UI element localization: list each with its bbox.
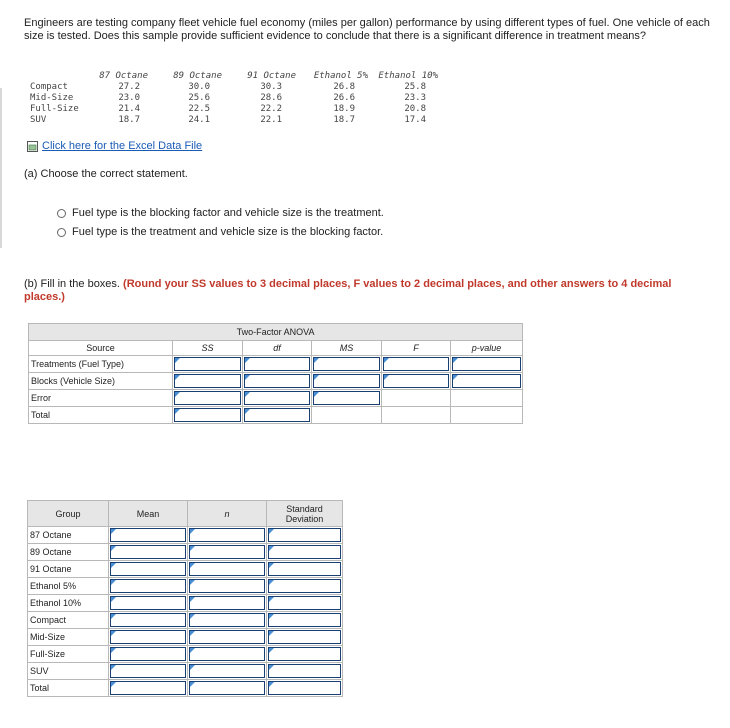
answer-input[interactable] xyxy=(243,407,312,424)
table-row xyxy=(29,407,523,424)
answer-input[interactable] xyxy=(109,629,188,646)
answer-input[interactable] xyxy=(173,356,243,373)
answer-input[interactable] xyxy=(109,646,188,663)
answer-input[interactable] xyxy=(267,527,343,544)
anova-header-pvalue: p-value xyxy=(451,341,523,356)
table-row xyxy=(28,612,343,629)
row-label: Total xyxy=(28,680,109,697)
answer-input[interactable] xyxy=(243,390,312,407)
anova-table xyxy=(28,323,523,424)
answer-input[interactable] xyxy=(267,629,343,646)
anova-header-ss: SS xyxy=(173,341,243,356)
answer-input[interactable] xyxy=(451,373,523,390)
answer-input[interactable] xyxy=(173,407,243,424)
radio-button[interactable] xyxy=(57,209,66,218)
row-label: Error xyxy=(29,390,173,407)
row-label: Ethanol 5% xyxy=(28,578,109,595)
anova-header-ms: MS xyxy=(312,341,382,356)
table-row xyxy=(28,646,343,663)
table-row xyxy=(28,561,343,578)
anova-title: Two-Factor ANOVA xyxy=(29,324,523,341)
answer-input[interactable] xyxy=(382,373,451,390)
part-b-instructions: (b) Fill in the boxes. (Round your SS values to 3 decimal places, F values to 2 decimal places, and other answers to 4 decimal places.) xyxy=(24,278,672,303)
answer-input[interactable] xyxy=(382,356,451,373)
answer-input[interactable] xyxy=(267,680,343,697)
answer-input[interactable] xyxy=(312,373,382,390)
table-row xyxy=(28,663,343,680)
data-row: Full-Size 21.4 22.5 22.2 18.9 20.8 xyxy=(30,103,426,114)
table-row xyxy=(28,578,343,595)
table-row xyxy=(29,356,523,373)
table-row xyxy=(28,544,343,561)
answer-input[interactable] xyxy=(109,595,188,612)
answer-input[interactable] xyxy=(243,373,312,390)
answer-input[interactable] xyxy=(312,356,382,373)
answer-input[interactable] xyxy=(188,629,267,646)
row-label: SUV xyxy=(28,663,109,680)
option-a2[interactable]: Fuel type is the treatment and vehicle size is the blocking factor. xyxy=(57,226,383,238)
part-a-label: (a) Choose the correct statement. xyxy=(24,168,188,180)
answer-input[interactable] xyxy=(243,356,312,373)
answer-input[interactable] xyxy=(267,544,343,561)
excel-link-text[interactable]: Click here for the Excel Data File xyxy=(42,140,203,152)
anova-header-source: Source xyxy=(29,341,173,356)
radio-button[interactable] xyxy=(57,228,66,237)
answer-input[interactable] xyxy=(188,663,267,680)
group-header: Group xyxy=(28,501,109,527)
answer-input[interactable] xyxy=(188,578,267,595)
answer-input[interactable] xyxy=(188,612,267,629)
n-header: n xyxy=(188,501,267,527)
answer-input[interactable] xyxy=(188,527,267,544)
answer-input[interactable] xyxy=(173,373,243,390)
answer-input[interactable] xyxy=(267,612,343,629)
answer-input[interactable] xyxy=(109,544,188,561)
answer-input[interactable] xyxy=(267,663,343,680)
answer-input[interactable] xyxy=(188,680,267,697)
table-row xyxy=(28,629,343,646)
answer-input[interactable] xyxy=(109,578,188,595)
left-edge-bar xyxy=(0,88,2,248)
table-row xyxy=(28,527,343,544)
col-header: Ethanol 5% xyxy=(313,70,368,81)
answer-input[interactable] xyxy=(109,527,188,544)
question-text: Engineers are testing company fleet vehicle fuel economy (miles per gallon) performance by using different types of fuel. One vehicle of each size is tested. Does this sample provide sufficient evidence to conclude that there is a significant difference in treatment means? xyxy=(24,17,710,42)
answer-input[interactable] xyxy=(173,390,243,407)
row-label: 89 Octane xyxy=(28,544,109,561)
table-row xyxy=(28,595,343,612)
table-row xyxy=(29,373,523,390)
row-label: 91 Octane xyxy=(28,561,109,578)
data-row: Compact 27.2 30.0 30.3 26.8 25.8 xyxy=(30,81,426,92)
answer-input[interactable] xyxy=(188,544,267,561)
stdev-header: Standard Deviation xyxy=(267,501,343,527)
answer-input[interactable] xyxy=(267,595,343,612)
table-row xyxy=(29,390,523,407)
row-label: Ethanol 10% xyxy=(28,595,109,612)
anova-header-df: df xyxy=(243,341,312,356)
answer-input[interactable] xyxy=(267,578,343,595)
answer-input[interactable] xyxy=(188,646,267,663)
answer-input[interactable] xyxy=(188,561,267,578)
data-row: SUV 18.7 24.1 22.1 18.7 17.4 xyxy=(30,114,426,125)
excel-link[interactable] xyxy=(27,140,202,152)
row-label: Total xyxy=(29,407,173,424)
answer-input[interactable] xyxy=(109,561,188,578)
answer-input[interactable] xyxy=(267,646,343,663)
col-header: Ethanol 10% xyxy=(378,70,438,81)
answer-input[interactable] xyxy=(267,561,343,578)
data-table xyxy=(30,70,438,125)
answer-input[interactable] xyxy=(109,663,188,680)
row-label: Full-Size xyxy=(28,646,109,663)
col-header: 87 Octane xyxy=(99,70,148,81)
answer-input[interactable] xyxy=(312,390,382,407)
data-row: Mid-Size 23.0 25.6 28.6 26.6 23.3 xyxy=(30,92,426,103)
col-header: 89 Octane xyxy=(173,70,222,81)
row-label: Treatments (Fuel Type) xyxy=(29,356,173,373)
row-label: Mid-Size xyxy=(28,629,109,646)
answer-input[interactable] xyxy=(451,356,523,373)
answer-input[interactable] xyxy=(109,612,188,629)
option-a1[interactable]: Fuel type is the blocking factor and vehicle size is the treatment. xyxy=(57,207,384,219)
mean-header: Mean xyxy=(109,501,188,527)
answer-input[interactable] xyxy=(188,595,267,612)
row-label: Blocks (Vehicle Size) xyxy=(29,373,173,390)
excel-file-icon xyxy=(27,141,38,152)
row-label: Compact xyxy=(28,612,109,629)
table-row xyxy=(28,680,343,697)
col-header: 91 Octane xyxy=(247,70,296,81)
row-label: 87 Octane xyxy=(28,527,109,544)
anova-header-f: F xyxy=(382,341,451,356)
group-stats-table xyxy=(27,500,343,697)
answer-input[interactable] xyxy=(109,680,188,697)
